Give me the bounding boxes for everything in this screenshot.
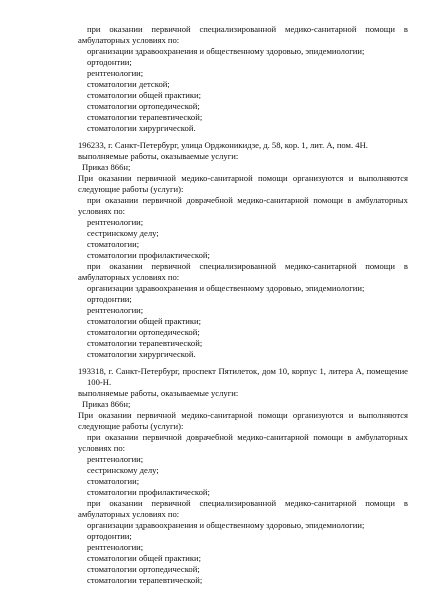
list-item: рентгенологии; (87, 454, 144, 464)
list-item: ортодонтии; (87, 294, 132, 304)
word: при (87, 498, 101, 508)
word: первичной (142, 195, 182, 205)
list-item: стоматологии; (87, 476, 140, 486)
word: медико-санитарной (181, 173, 253, 183)
word: медико-санитарной (285, 498, 357, 508)
predoctor-care-heading (87, 432, 408, 443)
list-item: стоматологии терапевтической; (87, 338, 203, 348)
order-reference: Приказ 866н; (82, 399, 131, 409)
word: первичной (142, 432, 182, 442)
word: помощи (257, 410, 288, 420)
word: при (87, 24, 101, 34)
word: 193318, (78, 366, 106, 376)
word: организуются (292, 410, 344, 420)
list-item: организации здравоохранения и общественному здоровью, эпидемиологии; (87, 46, 365, 56)
list-item: стоматологии хирургической. (87, 123, 196, 133)
word: специализированной (199, 24, 277, 34)
list-item: стоматологии детской; (87, 79, 170, 89)
word: первичной (151, 24, 191, 34)
list-item: стоматологии общей практики; (87, 316, 201, 326)
word: медико-санитарной (285, 261, 357, 271)
word: специализированной (199, 498, 277, 508)
word: в (403, 24, 408, 34)
specialized-care-heading (87, 261, 408, 272)
works-label: выполняемые работы, оказываемые услуги: (78, 151, 239, 161)
word: первичной (136, 173, 176, 183)
word: специализированной (199, 261, 277, 271)
list-item: организации здравоохранения и общественному здоровью, эпидемиологии; (87, 283, 365, 293)
word: при (87, 261, 101, 271)
list-item: рентгенологии; (87, 217, 144, 227)
word: литера (328, 366, 354, 376)
word: оказании (109, 261, 143, 271)
word: первичной (151, 498, 191, 508)
word: При (78, 410, 94, 420)
specialized-care-heading-cont: амбулаторных условиях по: (78, 509, 180, 519)
order-reference: Приказ 866н; (82, 162, 131, 172)
word: помещение (366, 366, 408, 376)
list-item: ортодонтии; (87, 531, 132, 541)
word: помощи (365, 24, 395, 34)
predoctor-care-heading-cont: условиях по: (78, 443, 126, 453)
list-item: стоматологии хирургической. (87, 349, 196, 359)
word: при (87, 432, 101, 442)
organized-works-heading-cont: следующие работы (услуги): (78, 184, 184, 194)
specialized-care-heading (87, 24, 408, 35)
list-item: стоматологии терапевтической; (87, 575, 203, 585)
word: Санкт-Петербург, (115, 366, 180, 376)
word: г. (108, 366, 114, 376)
specialized-care-heading-cont: амбулаторных условиях по: (78, 272, 180, 282)
word: оказании (109, 24, 143, 34)
list-item: рентгенологии; (87, 68, 144, 78)
word: выполняются (358, 173, 408, 183)
word: первичной (136, 410, 176, 420)
word: При (78, 173, 94, 183)
word: в (403, 498, 408, 508)
word: оказании (104, 195, 139, 205)
word: медико-санитарной (285, 24, 357, 34)
list-item: рентгенологии; (87, 542, 144, 552)
list-item: стоматологии общей практики; (87, 553, 201, 563)
word: оказании (98, 173, 132, 183)
word: медико-санитарной (181, 410, 253, 420)
word: помощи (313, 432, 343, 442)
word: организуются (292, 173, 344, 183)
word: медико-санитарной (237, 432, 309, 442)
word: доврачебной (186, 195, 233, 205)
word: дом (261, 366, 276, 376)
list-item: рентгенологии; (87, 305, 144, 315)
list-item: стоматологии терапевтической; (87, 112, 203, 122)
specialized-care-heading-cont: амбулаторных условиях по: (78, 35, 180, 45)
word: помощи (365, 261, 395, 271)
list-item: стоматологии ортопедической; (87, 327, 200, 337)
word: в (347, 195, 352, 205)
list-item: стоматологии профилактической; (87, 250, 210, 260)
word: в (347, 432, 352, 442)
word: 1, (319, 366, 326, 376)
word: и (348, 173, 354, 183)
word: медико-санитарной (237, 195, 309, 205)
word: оказании (104, 432, 139, 442)
word: помощи (257, 173, 288, 183)
word: оказании (109, 498, 143, 508)
word: в (403, 261, 408, 271)
list-item: стоматологии; (87, 239, 140, 249)
address-cont: 100-Н. (87, 377, 112, 387)
list-item: ортодонтии; (87, 57, 132, 67)
word: 10, (278, 366, 290, 376)
list-item: стоматологии профилактической; (87, 487, 210, 497)
list-item: стоматологии общей практики; (87, 90, 201, 100)
list-item: сестринскому делу; (87, 465, 159, 475)
predoctor-care-heading-cont: условиях по: (78, 206, 126, 216)
works-label: выполняемые работы, оказываемые услуги: (78, 388, 239, 398)
list-item: стоматологии ортопедической; (87, 564, 200, 574)
word: Пятилеток, (218, 366, 260, 376)
predoctor-care-heading (87, 195, 408, 206)
address: 196233, г. Санкт-Петербург, улица Орджоникидзе, д. 58, кор. 1, лит. А, пом. 4Н. (78, 140, 368, 150)
word: А, (355, 366, 364, 376)
specialized-care-heading (87, 498, 408, 509)
address (78, 366, 408, 377)
word: первичной (151, 261, 191, 271)
list-item: сестринскому делу; (87, 228, 159, 238)
list-item: стоматологии ортопедической; (87, 101, 200, 111)
organized-works-heading (78, 173, 408, 184)
word: амбулаторных (355, 432, 408, 442)
word: корпус (291, 366, 317, 376)
word: помощи (365, 498, 395, 508)
word: при (87, 195, 101, 205)
word: и (348, 410, 354, 420)
word: выполняются (358, 410, 408, 420)
word: помощи (313, 195, 343, 205)
list-item: организации здравоохранения и общественному здоровью, эпидемиологии; (87, 520, 365, 530)
word: оказании (98, 410, 132, 420)
word: проспект (182, 366, 216, 376)
word: амбулаторных (355, 195, 408, 205)
organized-works-heading-cont: следующие работы (услуги): (78, 421, 184, 431)
word: доврачебной (186, 432, 233, 442)
organized-works-heading (78, 410, 408, 421)
